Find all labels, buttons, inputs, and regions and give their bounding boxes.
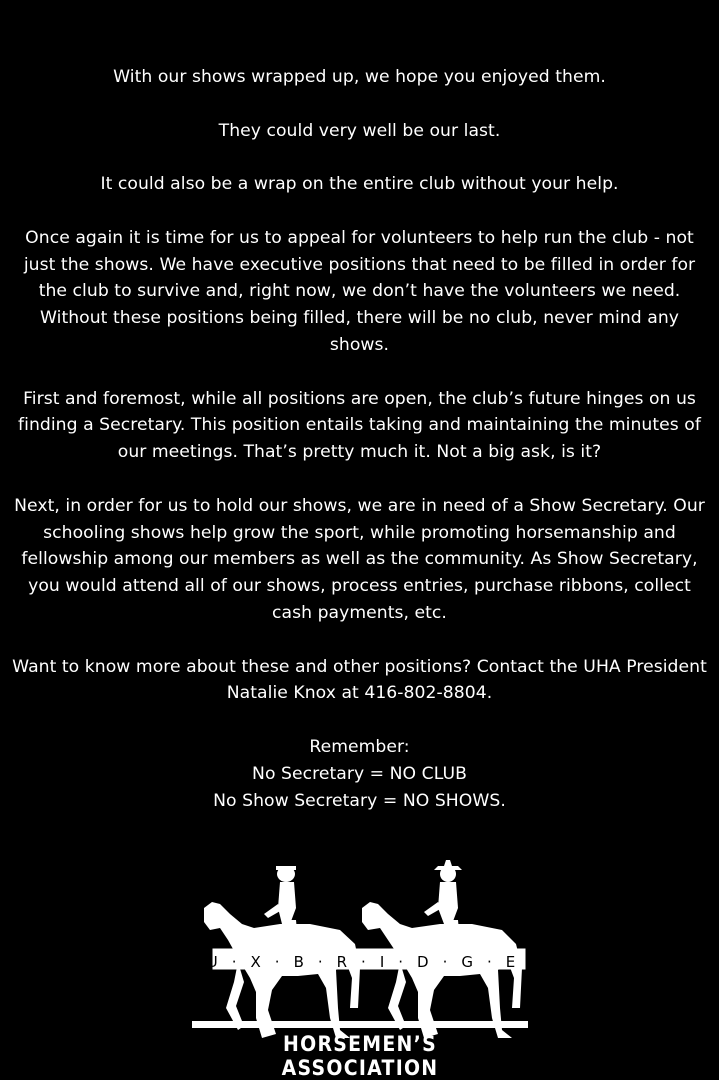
- reminder-line-shows: No Show Secretary = NO SHOWS.: [213, 790, 506, 811]
- paragraph-shows-wrapped: With our shows wrapped up, we hope you enjoyed them.: [113, 67, 606, 87]
- reminder-block: [10, 734, 709, 814]
- uha-logo: [190, 858, 530, 1080]
- paragraph-club-wrap: It could also be a wrap on the entire club without your help.: [100, 174, 619, 195]
- reminder-line-club: No Secretary = NO CLUB: [252, 763, 467, 784]
- paragraph-contact: Want to know more about these and other positions? Contact the UHA President Natalie Knox at 416-802-8804.: [12, 656, 707, 704]
- announcement-text: [10, 64, 709, 814]
- paragraph-secretary: First and foremost, while all positions are open, the club’s future hinges on us finding a Secretary. This position entails taking and maintaining the minutes of our meetings. That’s pretty much it. Not a big ask, is it?: [18, 388, 701, 463]
- logo-tagline: HORSEMEN’S ASSOCIATION: [281, 1032, 439, 1080]
- reminder-heading: Remember:: [309, 736, 410, 757]
- paragraph-last-shows: They could very well be our last.: [218, 120, 501, 141]
- logo-word-uxbridge: U·X·B·R·I·D·G·E: [206, 953, 530, 971]
- paragraph-volunteer-appeal: Once again it is time for us to appeal for volunteers to help run the club - not just the shows. We have executive positions that need to be filled in order for the club to survive and, right now, we don’t have the volunteers we need. Without these positions being filled, there will be no club, never mind any shows.: [23, 227, 696, 355]
- paragraph-show-secretary: Next, in order for us to hold our shows, we are in need of a Show Secretary. Our schooling shows help grow the sport, while promoting horsemanship and fellowship among our members as well as the community. As Show Secretary, you would attend all of our shows, process entries, purchase ribbons, collect cash payments, etc.: [14, 495, 705, 623]
